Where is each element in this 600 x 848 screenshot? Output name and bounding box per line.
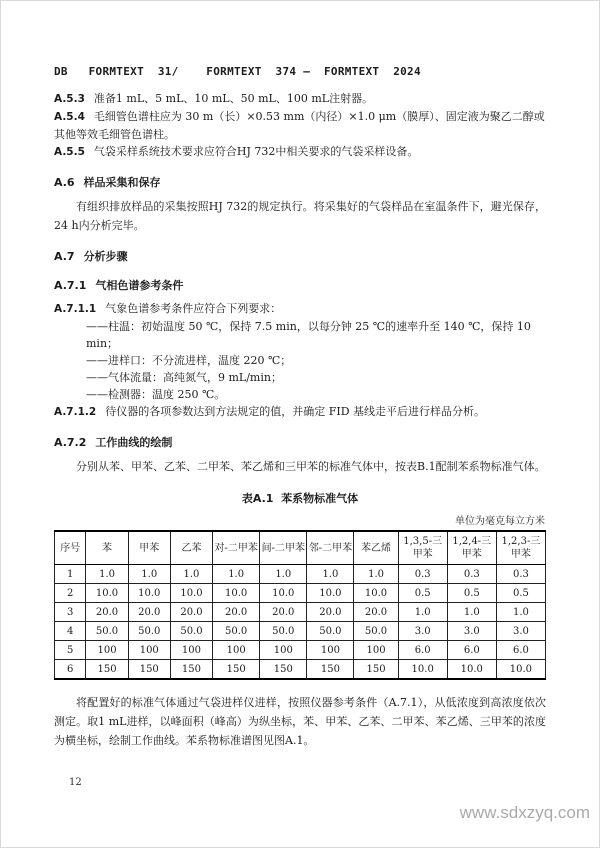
clause-a53-text: 准备1 mL、5 mL、10 mL、50 mL、100 mL注射器。: [93, 92, 374, 105]
section-a72-label: A.7.2: [54, 436, 87, 449]
clause-a712-text: 待仪器的各项参数达到方法规定的值，并确定 FID 基线走平后进行样品分析。: [105, 405, 486, 418]
section-heading-a71: [54, 277, 546, 293]
table-header-cell: 1,2,3-三甲苯: [496, 531, 545, 565]
doc-code-header: DB FORMTEXT 31/ FORMTEXT 374 — FORMTEXT 2024: [54, 65, 421, 78]
table-cell: 10.0: [307, 584, 354, 603]
table-cell: 100: [213, 641, 260, 660]
table-cell-seq: 5: [55, 641, 86, 660]
benzene-standards-table: [54, 530, 546, 680]
table-cell: 150: [354, 660, 398, 680]
table-cell: 150: [86, 660, 128, 680]
section-a71-title: 气相色谱参考条件: [95, 279, 184, 292]
section-heading-a6: [54, 174, 546, 190]
table-cell: 0.3: [496, 565, 545, 584]
table-cell: 20.0: [128, 603, 170, 622]
table-cell: 50.0: [86, 622, 128, 641]
clause-a54: [54, 108, 546, 143]
table-cell: 50.0: [354, 622, 398, 641]
table-cell: 20.0: [213, 603, 260, 622]
table-cell: 3.0: [398, 622, 447, 641]
table-header-cell: 间-二甲苯: [260, 531, 307, 565]
table-header-cell: 苯: [86, 531, 128, 565]
table-cell: 1.0: [496, 603, 545, 622]
table-cell: 10.0: [213, 584, 260, 603]
table-row: [55, 622, 546, 641]
table-header-cell: 邻-二甲苯: [307, 531, 354, 565]
table-cell: 1.0: [398, 603, 447, 622]
table-cell: 1.0: [354, 565, 398, 584]
table-cell: 10.0: [260, 584, 307, 603]
clause-a55-label: A.5.5: [54, 146, 85, 158]
table-cell-seq: 2: [55, 584, 86, 603]
table-row: [55, 565, 546, 584]
table-cell: 0.3: [447, 565, 496, 584]
table-cell: 100: [307, 641, 354, 660]
table-cell: 20.0: [170, 603, 212, 622]
section-a7-label: A.7: [54, 250, 75, 263]
table-cell: 50.0: [213, 622, 260, 641]
table-cell: 10.0: [354, 584, 398, 603]
table-header-row: [55, 531, 546, 565]
table-header-cell: 1,2,4-三甲苯: [447, 531, 496, 565]
table-cell: 150: [213, 660, 260, 680]
table-cell: 50.0: [170, 622, 212, 641]
table-cell: 20.0: [354, 603, 398, 622]
table-cell-seq: 6: [55, 660, 86, 680]
section-a6-title: 样品采集和保存: [83, 176, 161, 189]
table-header-cell: 对-二甲苯: [213, 531, 260, 565]
table-row: [55, 603, 546, 622]
section-a72-title: 工作曲线的绘制: [95, 436, 173, 449]
table-cell: 1.0: [447, 603, 496, 622]
table-cell: 10.0: [170, 584, 212, 603]
table-header-cell: 1,3,5-三甲苯: [398, 531, 447, 565]
clause-a55-text: 气袋采样系统技术要求应符合HJ 732中相关要求的气袋采样设备。: [93, 145, 419, 158]
table-cell: 1.0: [260, 565, 307, 584]
watermark: www.sdxzyq.com: [459, 803, 590, 822]
table-cell: 100: [354, 641, 398, 660]
table-header-cell: 苯乙烯: [354, 531, 398, 565]
section-heading-a7: [54, 248, 546, 264]
table-cell: 3.0: [496, 622, 545, 641]
table-cell: 50.0: [260, 622, 307, 641]
gc-condition-item: ——检测器：温度 250 ℃。: [86, 388, 226, 401]
closing-paragraph: 将配置好的标准气体通过气袋进样仪进样，按照仪器参考条件（A.7.1），从低浓度到高浓度依次测定。取1 mL进样，以峰面积（峰高）为纵坐标，苯、甲苯、乙苯、二甲苯、苯乙烯、三甲苯的浓度为横坐标，绘制工作曲线。苯系物标准谱图见图A.1。: [54, 696, 546, 747]
table-cell: 50.0: [128, 622, 170, 641]
table-cell: 10.0: [86, 584, 128, 603]
table-cell: 10.0: [128, 584, 170, 603]
table-body: [55, 565, 546, 680]
table-header-cell: 甲苯: [128, 531, 170, 565]
page-content: [1, 1, 599, 750]
table-cell: 50.0: [307, 622, 354, 641]
table-cell: 0.5: [447, 584, 496, 603]
page-number: 12: [69, 777, 82, 788]
table-cell: 0.5: [398, 584, 447, 603]
table-cell: 1.0: [213, 565, 260, 584]
table-row: [55, 641, 546, 660]
paragraph-a72: 分别从苯、甲苯、乙苯、二甲苯、苯乙烯和三甲苯的标准气体中，按表B.1配制苯系物标准气体。: [76, 460, 546, 473]
clause-a53-label: A.5.3: [54, 93, 85, 105]
table-cell: 3.0: [447, 622, 496, 641]
gc-condition-list: [86, 318, 546, 403]
table-cell: 6.0: [496, 641, 545, 660]
table-a1-title: 表A.1 苯系物标准气体: [241, 492, 359, 505]
clause-a711-text: 气象色谱参考条件应符合下列要求：: [105, 302, 282, 315]
table-cell: 1.0: [307, 565, 354, 584]
table-cell: 6.0: [447, 641, 496, 660]
clause-a712-label: A.7.1.2: [54, 406, 97, 418]
table-cell: 100: [86, 641, 128, 660]
table-cell: 1.0: [128, 565, 170, 584]
clause-a711-label: A.7.1.1: [54, 303, 97, 315]
table-cell: 150: [307, 660, 354, 680]
table-cell: 1.0: [170, 565, 212, 584]
table-cell-seq: 1: [55, 565, 86, 584]
table-cell: 0.5: [496, 584, 545, 603]
table-cell: 20.0: [260, 603, 307, 622]
section-a71-label: A.7.1: [54, 279, 87, 292]
table-cell: 0.3: [398, 565, 447, 584]
table-cell: 100: [128, 641, 170, 660]
clause-a711: [54, 300, 546, 318]
section-a7-title: 分析步骤: [83, 250, 128, 263]
clause-a53: [54, 90, 546, 108]
table-cell: 10.0: [496, 660, 545, 680]
table-row: [55, 584, 546, 603]
table-row: [55, 660, 546, 680]
table-cell-seq: 4: [55, 622, 86, 641]
table-cell: 100: [260, 641, 307, 660]
table-cell: 150: [260, 660, 307, 680]
table-cell: 100: [170, 641, 212, 660]
clause-a712: [54, 403, 546, 421]
table-cell: 6.0: [398, 641, 447, 660]
clause-a54-text: 毛细管色谱柱应为 30 m（长）×0.53 mm（内径）×1.0 μm（膜厚）、固定液为聚乙二醇或其他等效毛细管色谱柱。: [54, 110, 545, 141]
clause-a54-label: A.5.4: [54, 111, 85, 123]
table-cell: 20.0: [307, 603, 354, 622]
gc-condition-item: ——气体流量：高纯氮气，9 mL/min；: [86, 371, 282, 384]
table-cell: 150: [170, 660, 212, 680]
table-cell: 10.0: [447, 660, 496, 680]
table-cell: 1.0: [86, 565, 128, 584]
table-cell: 150: [128, 660, 170, 680]
table-cell-seq: 3: [55, 603, 86, 622]
gc-condition-item: ——进样口：不分流进样，温度 220 ℃；: [86, 354, 292, 367]
table-header-cell: 序号: [55, 531, 86, 565]
table-header-cell: 乙苯: [170, 531, 212, 565]
gc-condition-item: ——柱温：初始温度 50 ℃，保持 7.5 min，以每分钟 25 ℃的速率升至 140 ℃，保持 10 min；: [86, 320, 531, 350]
paragraph-a6: 有组织排放样品的采集按照HJ 732的规定执行。将采集好的气袋样品在室温条件下，避光保存，24 h内分析完毕。: [54, 200, 546, 232]
table-cell: 20.0: [86, 603, 128, 622]
clause-a55: [54, 143, 546, 161]
section-heading-a72: [54, 434, 546, 450]
section-a6-label: A.6: [54, 176, 75, 189]
table-cell: 10.0: [398, 660, 447, 680]
table-unit-note: 单位为毫克每立方米: [455, 516, 545, 527]
